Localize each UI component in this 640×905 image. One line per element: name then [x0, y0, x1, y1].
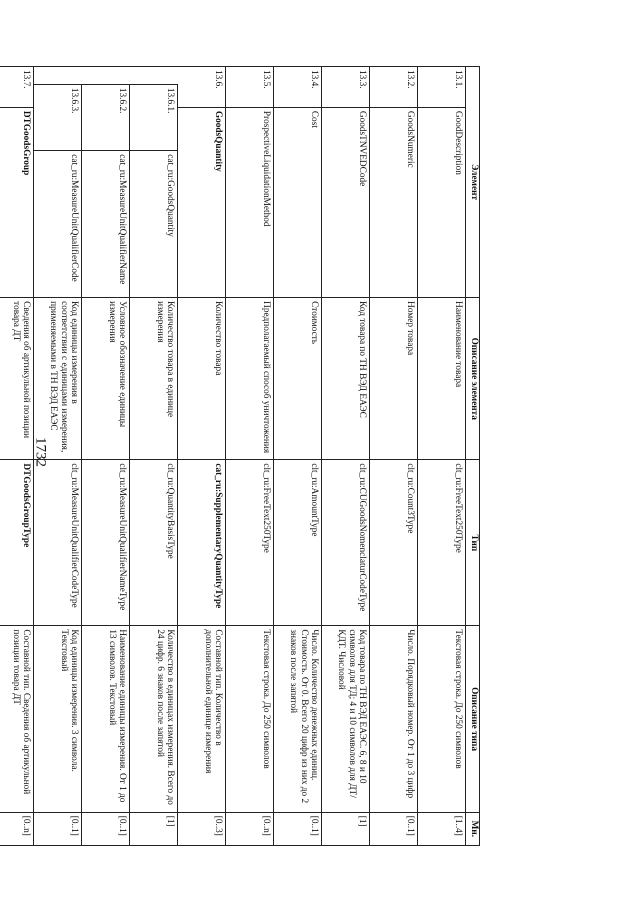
multiplicity: [0..n] — [226, 812, 274, 845]
element-name: cat_ru:MeasureUnitQualifierName — [82, 151, 130, 298]
row-number: 13.4. — [274, 67, 322, 108]
element-name: cat_ru:GoodsQuantity — [130, 151, 178, 298]
table-row — [226, 67, 274, 846]
row-number: 13.2. — [370, 67, 418, 108]
row-number: 13.6.3. — [34, 84, 82, 150]
table-row — [274, 67, 322, 846]
element-type: cat_ru:SupplementaryQuantityType — [178, 460, 226, 626]
element-description: Код единицы измерения в соответствии с единицами измерения, применяемыми в ТН ВЭД ЕАЭС — [34, 298, 82, 460]
header-row — [466, 67, 480, 846]
table-row — [178, 67, 226, 846]
row-number: 13.6.2. — [82, 84, 130, 150]
element-description: Номер товара — [370, 298, 418, 460]
row-number: 13.6. — [178, 67, 226, 108]
multiplicity: [1..4] — [418, 812, 466, 845]
element-description: Условное обозначение единицы измерения — [82, 298, 130, 460]
header-description: Описание элемента — [466, 298, 480, 460]
indent-cell — [130, 67, 178, 85]
element-description: Сведения об артикульной позиции товара ДТ — [0, 298, 34, 460]
element-name: cat_ru:MeasureUnitQualifierCode — [34, 151, 82, 298]
multiplicity: [1] — [130, 812, 178, 845]
element-description: Стоимость — [274, 298, 322, 460]
element-name: GoodsNumeric — [370, 107, 418, 297]
table-row — [0, 67, 34, 846]
table-row — [34, 67, 82, 846]
multiplicity: [0..1] — [370, 812, 418, 845]
multiplicity: [0..n] — [0, 812, 34, 845]
header-multiplicity: Мн. — [466, 812, 480, 845]
row-number: 13.6.1. — [130, 84, 178, 150]
type-description: Код единицы измерения. 3 символа. Текстовый — [34, 626, 82, 812]
header-type: Тип — [466, 460, 480, 626]
element-name: DTGoodsGroup — [0, 107, 34, 297]
row-number: 13.3. — [322, 67, 370, 108]
table-row — [370, 67, 418, 846]
type-description: Число. Порядковый номер. От 1 до 3 цифр — [370, 626, 418, 812]
element-type: clt_ru:MeasureUnitQualifierCodeType — [34, 460, 82, 626]
element-name: GoodsTNVEDCode — [322, 107, 370, 297]
multiplicity: [0..3] — [178, 812, 226, 845]
row-number: 13.1. — [418, 67, 466, 108]
page-number: 1732 — [32, 437, 49, 467]
row-number: 13.5. — [226, 67, 274, 108]
element-description: Количество товара в единице измерения — [130, 298, 178, 460]
element-name: GoodsQuantity — [178, 107, 226, 297]
element-type: clt_ru:FreeText250Type — [226, 460, 274, 626]
header-element: Элемент — [466, 67, 480, 298]
multiplicity: [0..1] — [34, 812, 82, 845]
type-description: Количество в единицах измерения. Всего до 24 цифр. 6 знаков после запятой — [130, 626, 178, 812]
element-name: GoodDescription — [418, 107, 466, 297]
indent-cell — [34, 67, 82, 85]
table-row — [322, 67, 370, 846]
header-type-description: Описание типа — [466, 626, 480, 812]
type-description: Составной тип. Сведения об артикульной позиции товара ДТ — [0, 626, 34, 812]
indent-cell — [82, 67, 130, 85]
element-type: clt_ru:CUGoodsNomenclaturCodeType — [322, 460, 370, 626]
element-name: Cost — [274, 107, 322, 297]
element-description: Количество товара — [178, 298, 226, 460]
element-name: ProspectiveLiquidationMethod — [226, 107, 274, 297]
element-description: Код товара по ТН ВЭД ЕАЭС — [322, 298, 370, 460]
multiplicity: [1] — [322, 812, 370, 845]
table-row — [418, 67, 466, 846]
table-row — [130, 67, 178, 846]
table-row — [82, 67, 130, 846]
type-description: Текстовая строка. До 250 символов — [226, 626, 274, 812]
type-description: Код товара по ТН ВЭД ЕАЭС. 6, 8 и 10 символов для ТД; 4 и 10 символов для ДТ/КДТ. Числовой — [322, 626, 370, 812]
row-number: 13.7. — [0, 67, 34, 108]
type-description: Наименование единицы измерения. От 1 до 13 символов. Текстовый — [82, 626, 130, 812]
element-description: Предполагаемый способ уничтожения — [226, 298, 274, 460]
element-type: clt_ru:QuantityBasisType — [130, 460, 178, 626]
multiplicity: [0..1] — [274, 812, 322, 845]
type-description: Число. Количество денежных единиц. Стоимость. От 0. Всего 20 цифр из них до 2 знаков после запятой — [274, 626, 322, 812]
element-type: clt_ru:AmountType — [274, 460, 322, 626]
element-description: Наименование товара — [418, 298, 466, 460]
type-description: Составной тип. Количество в дополнительной единице измерения — [178, 626, 226, 812]
type-description: Текстовая строка. До 250 символов — [418, 626, 466, 812]
element-type: clt_ru:FreeText250Type — [418, 460, 466, 626]
spec-table — [0, 66, 480, 846]
element-type: DTGoodsGroupType — [0, 460, 34, 626]
element-type: clt_ru:Count3Type — [370, 460, 418, 626]
multiplicity: [0..1] — [82, 812, 130, 845]
element-type: clt_ru:MeasureUnitQualifierNameType — [82, 460, 130, 626]
